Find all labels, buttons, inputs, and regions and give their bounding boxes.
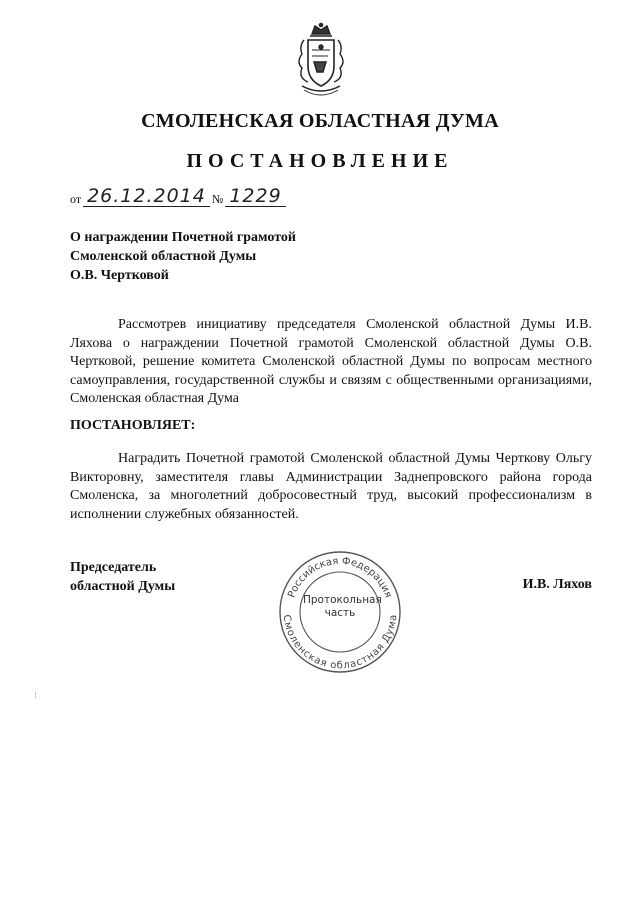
signatory-name: И.В. Ляхов [522,577,592,592]
scan-speck: ⁝ [34,690,37,700]
document-number: 1229 [225,186,285,207]
document-type-title: ПОСТАНОВЛЕНИЕ [186,150,454,172]
signatory-title-line-1: Председатель [70,560,157,575]
subject-line-3: О.В. Чертковой [70,268,169,283]
number-prefix: № [211,192,224,206]
document-date: 26.12.2014 [83,186,210,207]
stamp-ring-bottom: Смоленская областная Дума [280,614,400,672]
date-prefix: от [70,192,82,206]
stamp-center-line-1: Протокольная [303,594,382,606]
smolensk-coat-of-arms-icon [290,22,352,100]
signatory-title [70,558,175,596]
preamble-paragraph: Рассмотрев инициативу председателя Смоленской областной Думы И.В. Ляхова о награждении Почетной грамотой Смоленской областной Думы О.В. Чертковой, решение комитета Смоленской областной Думы по вопросам местного самоуправления, государственной службы и связям с общественными организациями, Смоленская областная Дума [70,317,592,406]
resolution-paragraph: Наградить Почетной грамотой Смоленской областной Думы Черткову Ольгу Викторовну, заместителя главы Администрации Заднепровского района города Смоленска, за многолетний добросовестный труд, высокий профессионализм в исполнении служебных обязанностей. [70,451,592,522]
signatory-title-line-2: областной Думы [70,579,176,594]
stamp-ring-top: Российская Федерация [286,555,394,600]
stamp-center-text [303,594,382,620]
resolve-heading: ПОСТАНОВЛЯЕТ: [70,418,196,433]
stamp-center-line-2: часть [324,607,356,619]
date-number-line [70,186,288,207]
document-subject [70,228,430,285]
organization-title: СМОЛЕНСКАЯ ОБЛАСТНАЯ ДУМА [141,110,499,132]
subject-line-2: Смоленской областной Думы [70,249,257,264]
subject-line-1: О награждении Почетной грамотой [70,230,296,245]
